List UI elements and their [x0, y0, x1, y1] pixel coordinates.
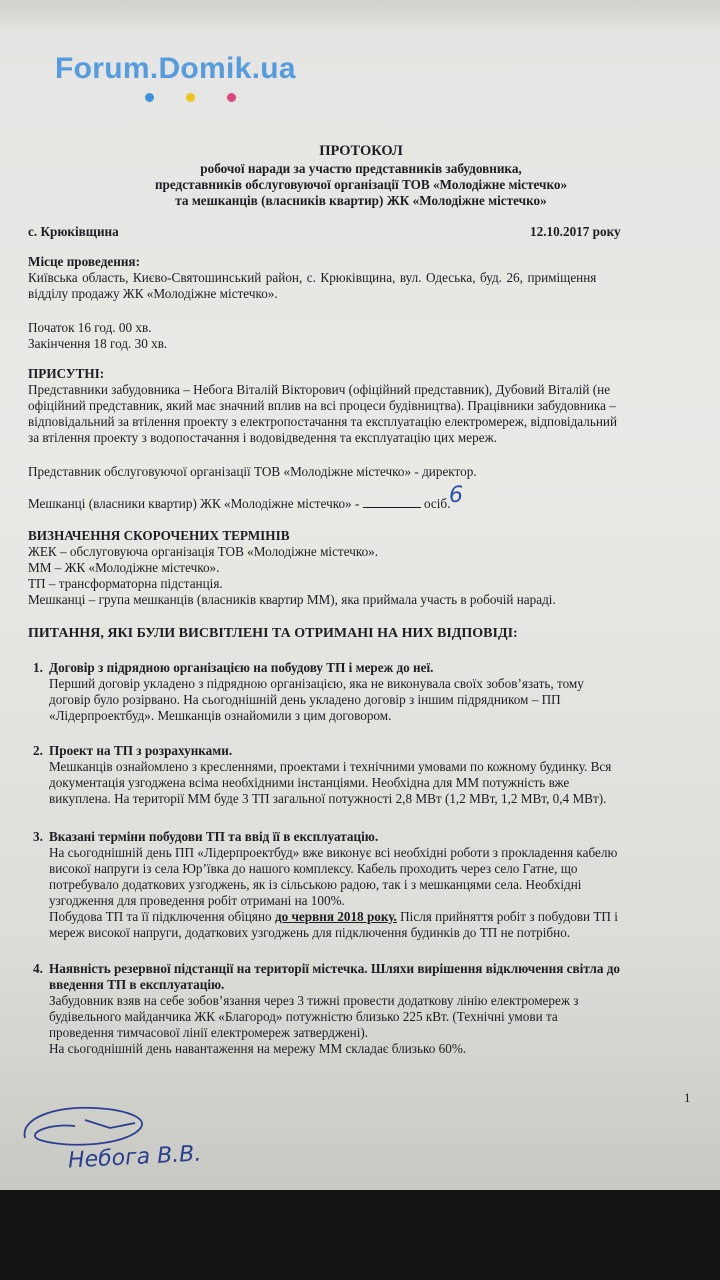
present-line: Представники забудовника – Небога Віталій Вікторович (офіційний представник), Дубовий Віталій (не — [28, 382, 611, 397]
item-line: мереж високої напруги, додаткових узгоджень для підключення будинків до ТП не потрібно. — [49, 925, 571, 940]
item-line: високої напруги із села Юр’ївка до нашого комплексу. Кабель проходить через село Гатне, що — [49, 861, 578, 876]
item-line: потребувало додаткових узгоджень, як із сільською радою, так і з мешканцями села. Необхідні — [49, 877, 582, 892]
item-line: Забудовник взяв на себе зобов’язання через 3 тижні провести додаткову лінію електромереж з — [49, 993, 579, 1008]
background-surface — [0, 1190, 720, 1280]
watermark-dot — [186, 93, 195, 102]
watermark-dot — [227, 93, 236, 102]
subtitle-line: та мешканців (власників квартир) ЖК «Молодіжне містечко» — [175, 193, 547, 208]
term-item: Мешканці – група мешканців (власників квартир ММ), яка приймала участь в робочій нараді. — [28, 592, 556, 607]
item-line: Мешканців ознайомлено з кресленнями, проектами і технічними умовами по кожному будинку. Вся — [49, 759, 612, 774]
subtitle-line: робочої наради за участю представників забудовника, — [200, 161, 522, 176]
terms-heading: ВИЗНАЧЕННЯ СКОРОЧЕНИХ ТЕРМІНІВ — [28, 528, 290, 543]
watermark-dot — [145, 93, 154, 102]
item-number: 3. — [33, 829, 43, 844]
venue-line: відділу продажу ЖК «Молодіжне містечко». — [28, 286, 278, 301]
item-line: На сьогоднішній день ПП «Лідерпроектбуд» вже виконує всі необхідні роботи з прокладення кабелю — [49, 845, 618, 860]
present-heading: ПРИСУТНІ: — [28, 366, 105, 381]
present-line: офіційний представник, який має значний вплив на всі процеси будівництва). Працівники забудовника – — [28, 398, 616, 413]
start-time: Початок 16 год. 00 хв. — [28, 320, 152, 335]
document-title: ПРОТОКОЛ — [319, 143, 403, 159]
item-line: договір було розірвано. На сьогоднішній день укладено договір з іншим підрядником – ПП — [49, 692, 561, 707]
item-number: 2. — [33, 743, 43, 758]
page-number: 1 — [684, 1090, 691, 1105]
deadline-underlined: до червня 2018 року. — [274, 909, 397, 924]
venue-line: Київська область, Києво-Святошинський район, с. Крюківщина, вул. Одеська, буд. 26, приміщення — [28, 270, 597, 285]
item-number: 1. — [33, 660, 43, 675]
questions-heading: ПИТАННЯ, ЯКІ БУЛИ ВИСВІТЛЕНІ ТА ОТРИМАНІ НА НИХ ВІДПОВІДІ: — [28, 626, 518, 641]
watermark-logo: Forum.Domik.ua — [55, 52, 296, 85]
residents-prefix: Мешканці (власники квартир) ЖК «Молодіжне містечко» - — [28, 496, 360, 511]
item-number: 4. — [33, 961, 43, 976]
item-title: Вказані терміни побудови ТП та ввід її в експлуатацію. — [49, 829, 379, 844]
present-line: за втілення проекту з водопостачання і водовідведення та експлуатацію цих мереж. — [28, 430, 497, 445]
item-line: узгодження для проведення робіт отримані на 100%. — [49, 893, 345, 908]
item-title: Договір з підрядною організацією на побудову ТП і мереж до неї. — [49, 660, 434, 675]
residents-count-blank — [363, 497, 421, 508]
item-line: На сьогоднішній день навантаження на мережу ММ складає близько 60%. — [49, 1041, 467, 1056]
term-item: ТП – трансформаторна підстанція. — [28, 576, 223, 591]
term-item: ММ – ЖК «Молодіжне містечко». — [28, 560, 220, 575]
residents-line — [28, 496, 450, 512]
signature-name: Небога В.В. — [67, 1141, 202, 1174]
end-time: Закінчення 18 год. 30 хв. — [28, 336, 168, 351]
place-name: с. Крюківщина — [28, 224, 119, 239]
venue-heading: Місце проведення: — [28, 254, 140, 269]
residents-suffix: осіб. — [423, 496, 451, 511]
item-title: введення ТП в експлуатацію. — [49, 977, 225, 992]
deadline-pre: Побудова ТП та її підключення обіцяно — [49, 909, 275, 924]
subtitle-line: представників обслуговуючої організації ТОВ «Молодіжне містечко» — [154, 177, 568, 192]
document-date: 12.10.2017 року — [530, 224, 621, 239]
term-item: ЖЕК – обслуговуюча організація ТОВ «Молодіжне містечко». — [28, 544, 379, 559]
item-line: викуплена. На території ММ буде 3 ТП загальної потужності 2,8 МВт (1,2 МВт, 1,2 МВт, 0,4 МВт). — [49, 791, 607, 806]
handwritten-count: 6 — [449, 483, 463, 508]
item-line: «Лідерпроектбуд». Мешканців ознайомили з цим договором. — [49, 708, 392, 723]
service-representative: Представник обслуговуючої організації ТОВ «Молодіжне містечко» - директор. — [28, 464, 477, 479]
item-title: Проект на ТП з розрахунками. — [49, 743, 233, 758]
present-line: відповідальний за втілення проекту з електропостачання та експлуатацію електромереж, відповідальний — [28, 414, 618, 429]
watermark-dots — [145, 89, 268, 107]
page-top-edge — [0, 0, 720, 30]
item-line — [49, 909, 618, 925]
item-line: Перший договір укладено з підрядною організацією, яка не виконувала своїх зобов’язать, тому — [49, 676, 584, 691]
item-line: будівельного майданчика ЖК «Благород» потужністю близько 225 кВт. (Технічні умови та — [49, 1009, 558, 1024]
deadline-post: Після прийняття робіт з побудови ТП і — [396, 909, 618, 924]
item-title: Наявність резервної підстанції на території містечка. Шляхи вирішення відключення світла до — [49, 961, 621, 976]
item-line: документація узгоджена всіма необхідними інстанціями. Необхідна для ММ потужність вже — [49, 775, 570, 790]
item-line: проведення тимчасової лінії електромереж затверджені). — [49, 1025, 369, 1040]
